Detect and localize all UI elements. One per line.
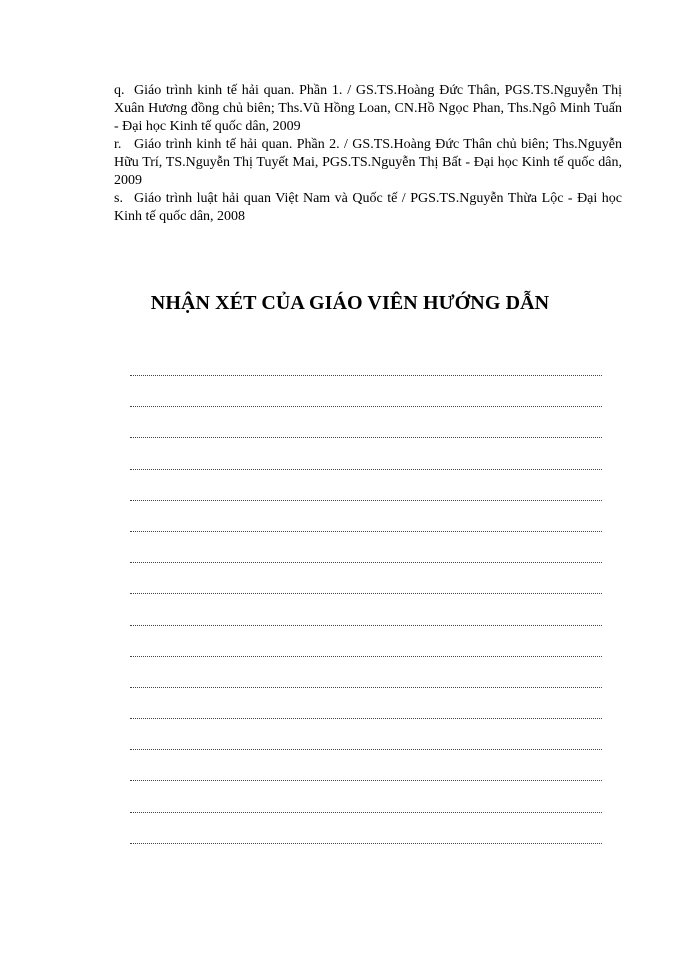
- dotted-line: [130, 738, 602, 750]
- reference-item-s: [114, 190, 622, 226]
- dotted-line: [130, 707, 602, 719]
- reference-marker: r.: [114, 137, 122, 152]
- dotted-line: [130, 395, 602, 407]
- dotted-line: [130, 801, 602, 813]
- reference-item-r: [114, 136, 622, 190]
- dotted-line: [130, 551, 602, 563]
- reference-marker: q.: [114, 83, 125, 98]
- reference-list: [114, 82, 622, 226]
- dotted-line: [130, 489, 602, 501]
- reference-text: Giáo trình kinh tế hải quan. Phần 2. / GS.TS.Hoàng Đức Thân chủ biên; Ths.Nguyễn Hữu Trí, TS.Nguyễn Thị Tuyết Mai, PGS.TS.Nguyễn Thị Bất - Đại học Kinh tế quốc dân, 2009: [114, 137, 622, 188]
- dotted-line: [130, 676, 602, 688]
- dotted-line: [130, 645, 602, 657]
- comment-lines: [130, 364, 602, 863]
- dotted-line: [130, 364, 602, 376]
- dotted-line: [130, 458, 602, 470]
- reference-text: Giáo trình luật hải quan Việt Nam và Quốc tế / PGS.TS.Nguyễn Thừa Lộc - Đại học Kinh tế quốc dân, 2008: [114, 191, 622, 224]
- dotted-line: [130, 769, 602, 781]
- dotted-line: [130, 520, 602, 532]
- dotted-line: [130, 426, 602, 438]
- reference-item-q: [114, 82, 622, 136]
- dotted-line: [130, 614, 602, 626]
- dotted-line: [130, 582, 602, 594]
- section-heading: NHẬN XÉT CỦA GIÁO VIÊN HƯỚNG DẪN: [150, 292, 550, 314]
- reference-marker: s.: [114, 191, 123, 206]
- dotted-line: [130, 832, 602, 844]
- reference-text: Giáo trình kinh tế hải quan. Phần 1. / GS.TS.Hoàng Đức Thân, PGS.TS.Nguyễn Thị Xuân Hương đồng chủ biên; Ths.Vũ Hồng Loan, CN.Hồ Ngọc Phan, Ths.Ngô Minh Tuấn - Đại học Kinh tế quốc dân, 2009: [114, 83, 622, 134]
